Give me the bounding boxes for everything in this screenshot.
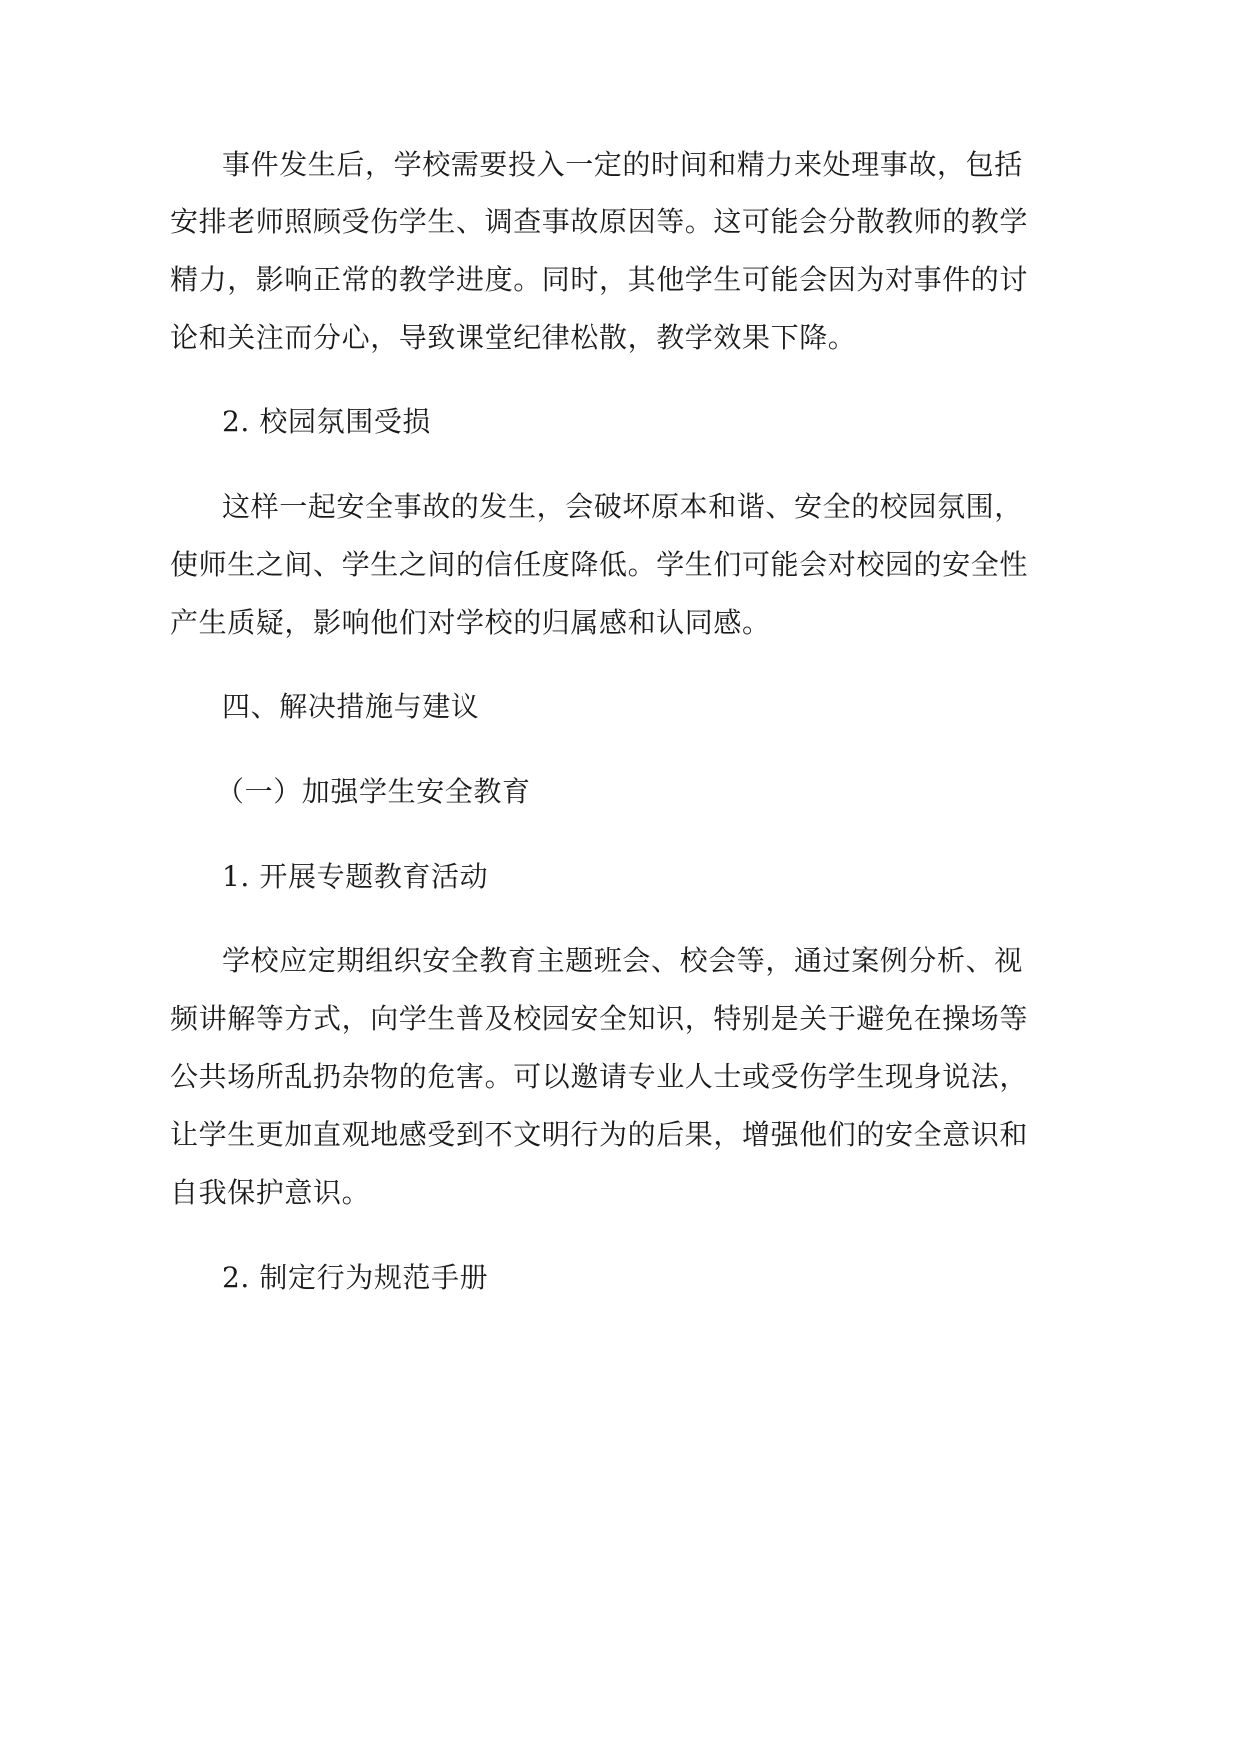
paragraph-2-line-2: 使师生之间、学生之间的信任度降低。学生们可能会对校园的安全性 (170, 548, 1029, 581)
paragraph-1-line-1: 事件发生后，学校需要投入一定的时间和精力来处理事故，包括 (222, 148, 1023, 181)
paragraph-2-line-1: 这样一起安全事故的发生，会破坏原本和谐、安全的校园氛围， (222, 490, 1023, 523)
paragraph-1-line-3: 精力，影响正常的教学进度。同时，其他学生可能会因为对事件的讨 (170, 263, 1029, 296)
heading-safety-education: （一）加强学生安全教育 (216, 775, 531, 808)
paragraph-3-line-2: 频讲解等方式，向学生普及校园安全知识，特别是关于避免在操场等 (170, 1002, 1029, 1035)
paragraph-1-line-2: 安排老师照顾受伤学生、调查事故原因等。这可能会分散教师的教学 (170, 205, 1029, 238)
paragraph-1-line-4: 论和关注而分心，导致课堂纪律松散，教学效果下降。 (170, 321, 857, 354)
paragraph-3-line-5: 自我保护意识。 (170, 1176, 371, 1209)
paragraph-2-line-3: 产生质疑，影响他们对学校的归属感和认同感。 (170, 606, 771, 639)
heading-behavior-manual: 2. 制定行为规范手册 (222, 1261, 489, 1294)
heading-solutions: 四、解决措施与建议 (222, 690, 480, 723)
paragraph-3-line-1: 学校应定期组织安全教育主题班会、校会等，通过案例分析、视 (222, 944, 1023, 977)
heading-special-activities: 1. 开展专题教育活动 (222, 860, 489, 893)
paragraph-3-line-4: 让学生更加直观地感受到不文明行为的后果，增强他们的安全意识和 (170, 1118, 1029, 1151)
paragraph-3-line-3: 公共场所乱扔杂物的危害。可以邀请专业人士或受伤学生现身说法， (170, 1060, 1029, 1093)
heading-campus-atmosphere: 2. 校园氛围受损 (222, 405, 432, 438)
